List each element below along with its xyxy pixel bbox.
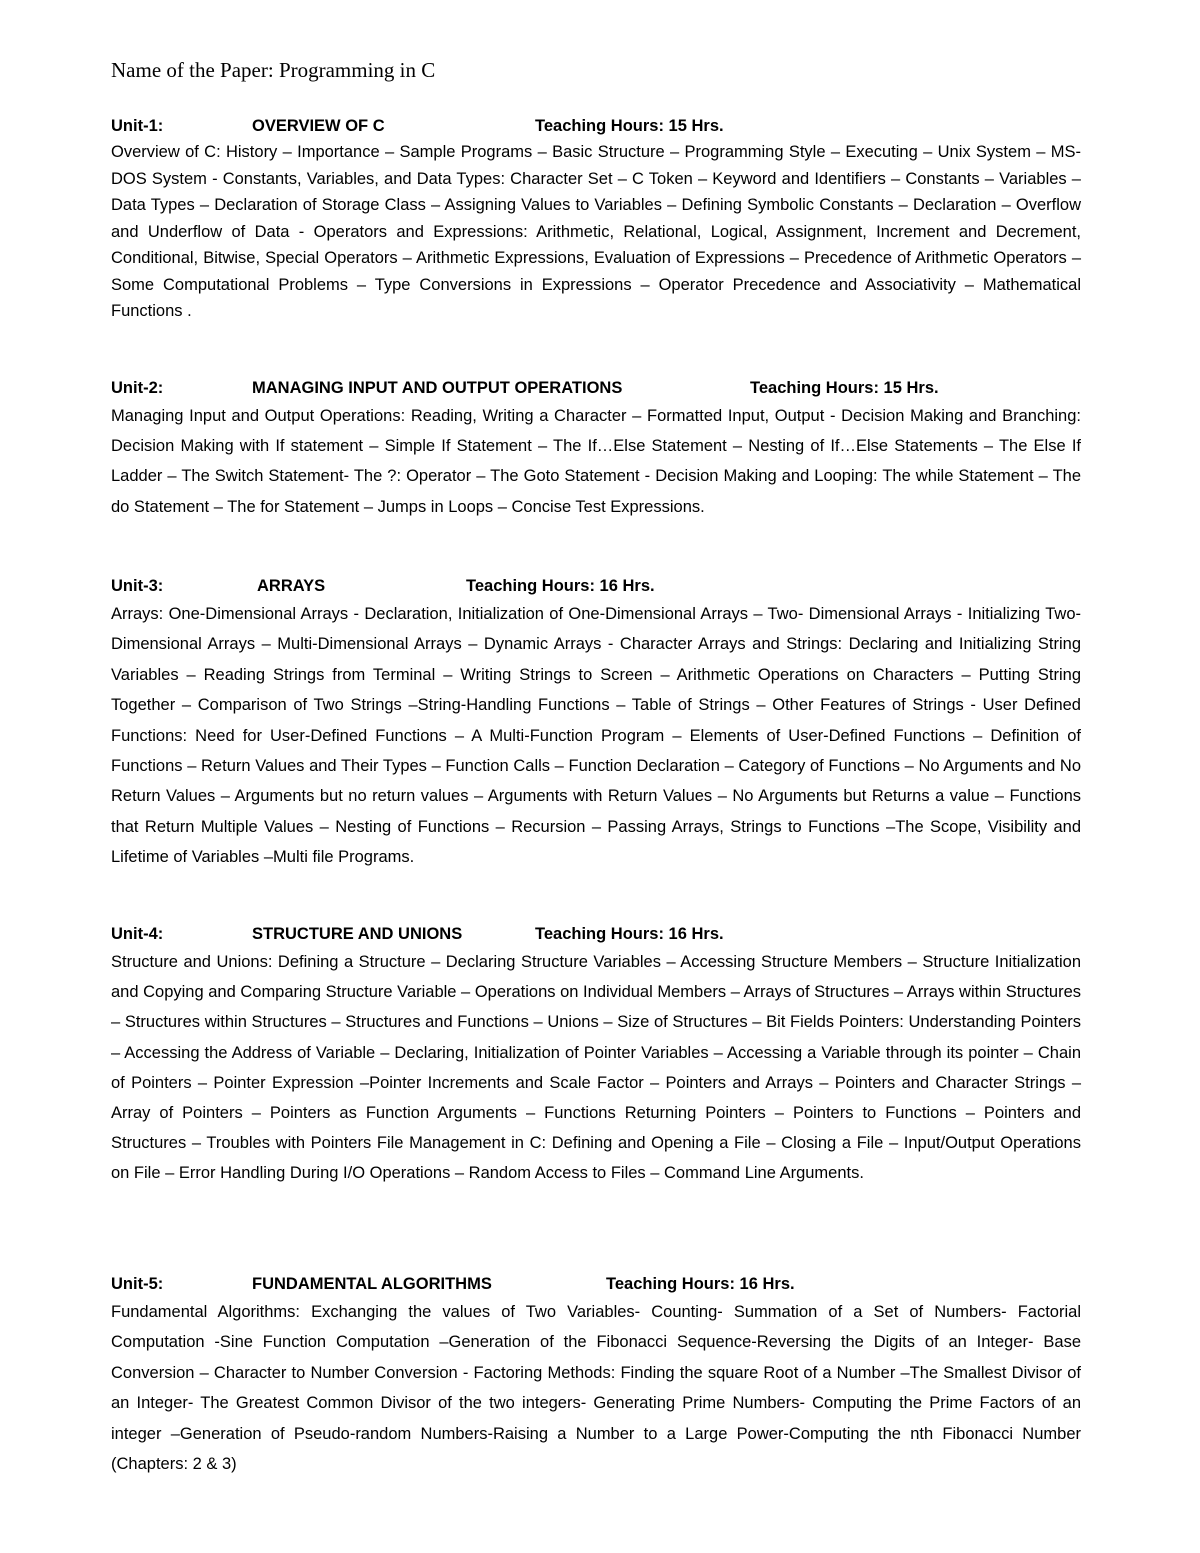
paper-title: Name of the Paper: Programming in C [111, 58, 436, 82]
unit-content: Managing Input and Output Operations: Reading, Writing a Character – Formatted Input, Output - Decision Making and Branching: Decision Making with If statement – Simple If Statement – The If…Else Statement – Nesting of If…Else Statements – The Else If Ladder – The Switch Statement- The ?: Operator – The Goto Statement - Decision Making and Looping: The while Statement – The do Statement – The for Statement – Jumps in Loops – Concise Test Expressions. [111, 407, 1081, 516]
unit-content: Fundamental Algorithms: Exchanging the values of Two Variables- Counting- Summation of a Set of Numbers- Factorial Computation -Sine Function Computation –Generation of the Fibonacci Sequence-Reversing the Digits of an Integer- Base Conversion – Character to Number Conversion - Factoring Methods: Finding the square Root of a Number –The Smallest Divisor of an Integer- The Greatest Common Divisor of the two integers- Generating Prime Numbers- Computing the Prime Factors of an integer –Generation of Pseudo-random Numbers-Raising a Number to a Large Power-Computing the nth Fibonacci Number (Chapters: 2 & 3) [111, 1303, 1081, 1474]
teaching-hours: Teaching Hours: 16 Hrs. [606, 1275, 795, 1293]
teaching-hours: Teaching Hours: 15 Hrs. [750, 379, 939, 397]
unit-label: Unit-3: [111, 577, 164, 595]
teaching-hours: Teaching Hours: 16 Hrs. [535, 925, 724, 943]
unit-label: Unit-5: [111, 1275, 164, 1293]
unit-title: OVERVIEW OF C [252, 117, 385, 135]
unit-header [111, 114, 1081, 139]
unit-2-section [111, 376, 1081, 522]
unit-title: ARRAYS [257, 577, 326, 595]
unit-title: FUNDAMENTAL ALGORITHMS [252, 1275, 492, 1293]
unit-label: Unit-1: [111, 117, 164, 135]
unit-3-section [111, 574, 1081, 873]
unit-header [111, 574, 1081, 599]
unit-header [111, 376, 1081, 401]
teaching-hours: Teaching Hours: 15 Hrs. [535, 117, 724, 135]
teaching-hours: Teaching Hours: 16 Hrs. [466, 577, 655, 595]
unit-title: STRUCTURE AND UNIONS [252, 925, 463, 943]
unit-5-section [111, 1272, 1081, 1479]
unit-label: Unit-2: [111, 379, 164, 397]
unit-content: Arrays: One-Dimensional Arrays - Declaration, Initialization of One-Dimensional Arrays – Two- Dimensional Arrays - Initializing Two-Dimensional Arrays – Multi-Dimensional Arrays – Dynamic Arrays - Character Arrays and Strings: Declaring and Initializing String Variables – Reading Strings from Terminal – Writing Strings to Screen – Arithmetic Operations on Characters – Putting String Together – Comparison of Two Strings –String-Handling Functions – Table of Strings – Other Features of Strings - User Defined Functions: Need for User-Defined Functions – A Multi-Function Program – Elements of User-Defined Functions – Definition of Functions – Return Values and Their Types – Function Calls – Function Declaration – Category of Functions – No Arguments and No Return Values – Arguments but no return values – Arguments with Return Values – No Arguments but Returns a value – Functions that Return Multiple Values – Nesting of Functions – Recursion – Passing Arrays, Strings to Functions –The Scope, Visibility and Lifetime of Variables –Multi file Programs. [111, 605, 1081, 867]
unit-header [111, 1272, 1081, 1297]
unit-label: Unit-4: [111, 925, 164, 943]
unit-1-section [111, 114, 1081, 325]
unit-title: MANAGING INPUT AND OUTPUT OPERATIONS [252, 379, 623, 397]
unit-header [111, 922, 1081, 947]
unit-content: Overview of C: History – Importance – Sample Programs – Basic Structure – Programming Style – Executing – Unix System – MS-DOS System - Constants, Variables, and Data Types: Character Set – C Token – Keyword and Identifiers – Constants – Variables – Data Types – Declaration of Storage Class – Assigning Values to Variables – Defining Symbolic Constants – Declaration – Overflow and Underflow of Data - Operators and Expressions: Arithmetic, Relational, Logical, Assignment, Increment and Decrement, Conditional, Bitwise, Special Operators – Arithmetic Expressions, Evaluation of Expressions – Precedence of Arithmetic Operators – Some Computational Problems – Type Conversions in Expressions – Operator Precedence and Associativity – Mathematical Functions . [111, 143, 1081, 320]
unit-4-section [111, 922, 1081, 1189]
unit-content: Structure and Unions: Defining a Structure – Declaring Structure Variables – Accessing Structure Members – Structure Initialization and Copying and Comparing Structure Variable – Operations on Individual Members – Arrays of Structures – Arrays within Structures – Structures within Structures – Structures and Functions – Unions – Size of Structures – Bit Fields Pointers: Understanding Pointers – Accessing the Address of Variable – Declaring, Initialization of Pointer Variables – Accessing a Variable through its pointer – Chain of Pointers – Pointer Expression –Pointer Increments and Scale Factor – Pointers and Arrays – Pointers and Character Strings – Array of Pointers – Pointers as Function Arguments – Functions Returning Pointers – Pointers to Functions – Pointers and Structures – Troubles with Pointers File Management in C: Defining and Opening a File – Closing a File – Input/Output Operations on File – Error Handling During I/O Operations – Random Access to Files – Command Line Arguments. [111, 953, 1081, 1183]
